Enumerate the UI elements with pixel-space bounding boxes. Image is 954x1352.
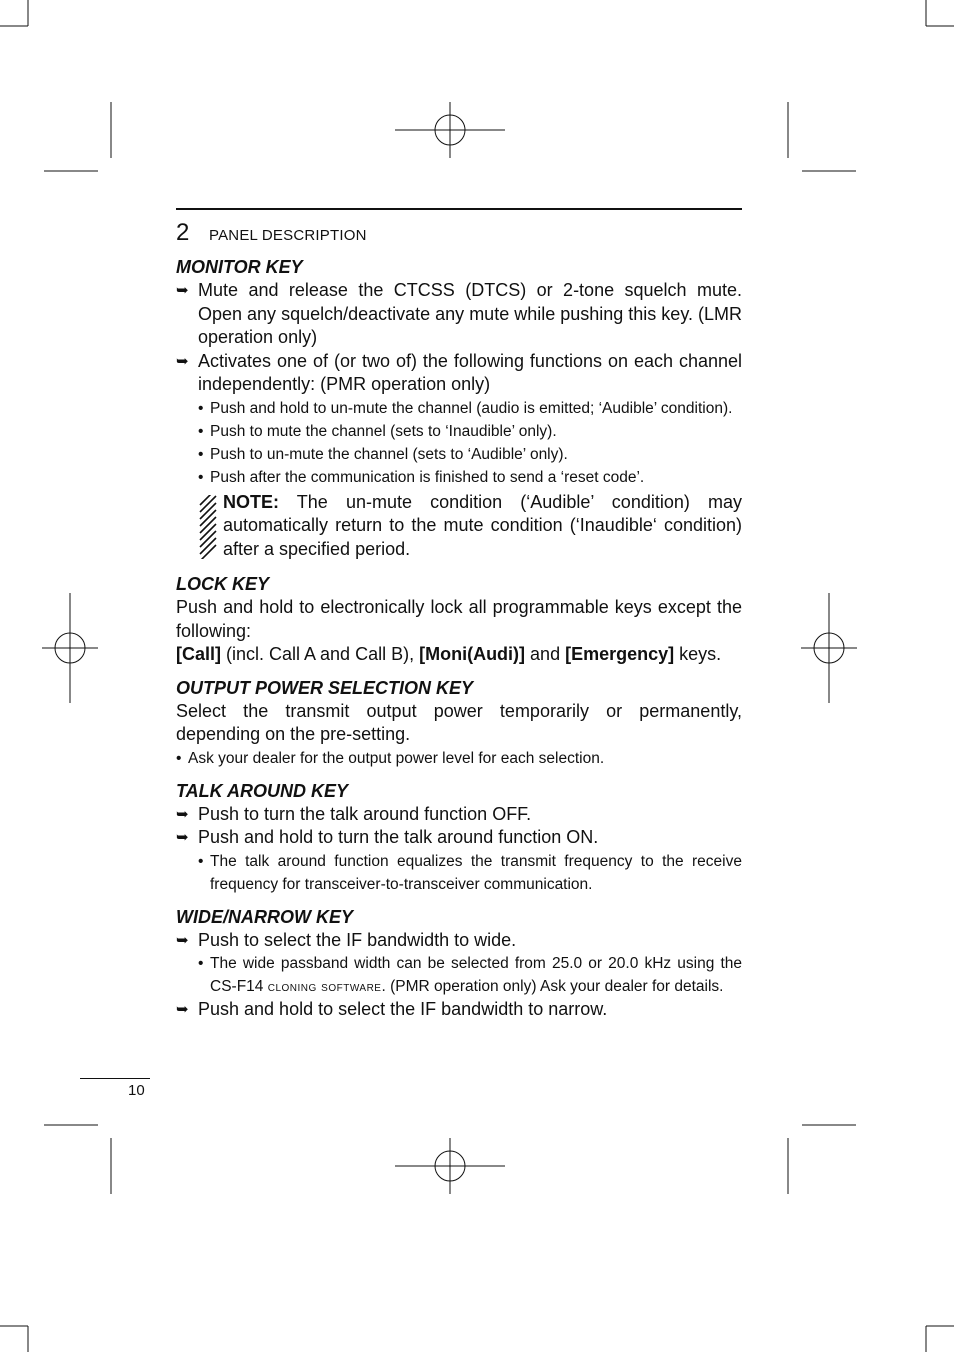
arrow-icon: ➥ [176,352,189,370]
chapter-number: 2 [176,219,190,246]
chapter-title: PANEL DESCRIPTION [209,227,367,244]
bullet-icon: • [198,852,204,870]
call-note: (incl. Call A and Call B), [221,644,420,664]
note-hatch-icon [198,495,218,559]
key-emergency: [Emergency] [565,644,675,664]
section-heading: LOCK KEY [176,574,270,594]
arrow-item [176,998,742,1022]
arrow-icon: ➥ [176,931,189,949]
page-number: 10 [128,1082,145,1099]
item-text: Mute and release the CTCSS (DTCS) or 2-tone squelch mute. Open any squelch/deactivate any mute while pushing this key. (LMR operation only) [198,280,742,347]
item-text: Push to select the IF bandwidth to wide. [198,929,517,950]
talk-around-section [176,780,742,896]
header-rule [176,208,742,210]
bullet-icon: • [198,468,204,486]
bullet-text: Push to un-mute the channel (sets to ‘Audible’ only). [210,445,568,463]
bullet-item [176,397,742,420]
note-text: The un-mute condition (‘Audible’ condition) may automatically return to the mute condition (‘Inaudible‘ condition) after a specified period. [223,491,742,559]
note-label: NOTE: [223,491,279,512]
arrow-item [176,826,742,850]
lock-keys-line [176,643,742,667]
arrow-icon: ➥ [176,805,189,823]
arrow-item [176,803,742,827]
bullet-item [176,443,742,466]
arrow-icon: ➥ [176,829,189,846]
output-power-section [176,677,742,770]
bullet-text: Push to mute the channel (sets to ‘Inaudible’ only). [210,422,557,440]
monitor-key-section [176,256,742,561]
bullet-text: Ask your dealer for the output power level for each selection. [188,749,605,767]
item-text: Push and hold to select the IF bandwidth to narrow. [198,999,608,1019]
section-heading: WIDE/NARROW KEY [176,906,353,927]
bullet-item [176,747,742,770]
note-block [176,491,742,562]
bullet-icon: • [198,399,204,417]
bullet-item [176,952,742,998]
bullet-item [176,466,742,489]
bullet-text: Push and hold to un-mute the channel (audio is emitted; ‘Audible’ condition). [210,399,733,417]
arrow-item [176,279,742,350]
footer-rule [80,1078,150,1079]
item-text: Activates one of (or two of) the following functions on each channel independently: (PMR operation only) [198,350,742,394]
bullet-icon: • [198,445,204,463]
section-heading: OUTPUT POWER SELECTION KEY [176,677,474,698]
bullet-text: The talk around function equalizes the transmit frequency to the receive frequency for transceiver-to-transceiver communication. [210,852,742,893]
and-text: and [525,644,566,664]
item-text: Push and hold to turn the talk around function ON. [198,827,599,847]
arrow-icon: ➥ [176,1001,189,1018]
section-text: Select the transmit output power temporarily or permanently, depending on the pre-setting. [176,700,742,744]
section-text: Push and hold to electronically lock all programmable keys except the following: [176,597,742,641]
bullet-text-b: . (PMR operation only) Ask your dealer for details. [381,978,724,995]
bullet-text [210,955,742,995]
bullet-icon: • [198,955,204,972]
section-heading: TALK AROUND KEY [176,780,348,801]
arrow-item [176,350,742,397]
keys-text: keys. [674,644,722,664]
bullet-icon: • [176,749,182,767]
bullet-text-a: The wide passband width can be selected from 25.0 or 20.0 kHz using the CS-F14 [210,955,742,995]
bullet-text: Push after the communication is finished to send a ‘reset code’. [210,468,645,486]
key-call: [Call] [176,644,221,664]
bullet-item [176,850,742,896]
key-moni: [Moni(Audi)] [419,644,526,664]
section-heading: MONITOR KEY [176,257,303,277]
lock-key-section [176,573,742,667]
arrow-icon: ➥ [176,282,189,299]
page-content [176,256,742,1022]
software-name: cloning software [267,978,382,994]
arrow-item [176,929,742,953]
wide-narrow-section [176,906,742,1022]
item-text: Push to turn the talk around function OFF. [198,803,532,824]
bullet-item [176,420,742,443]
bullet-icon: • [198,422,204,440]
